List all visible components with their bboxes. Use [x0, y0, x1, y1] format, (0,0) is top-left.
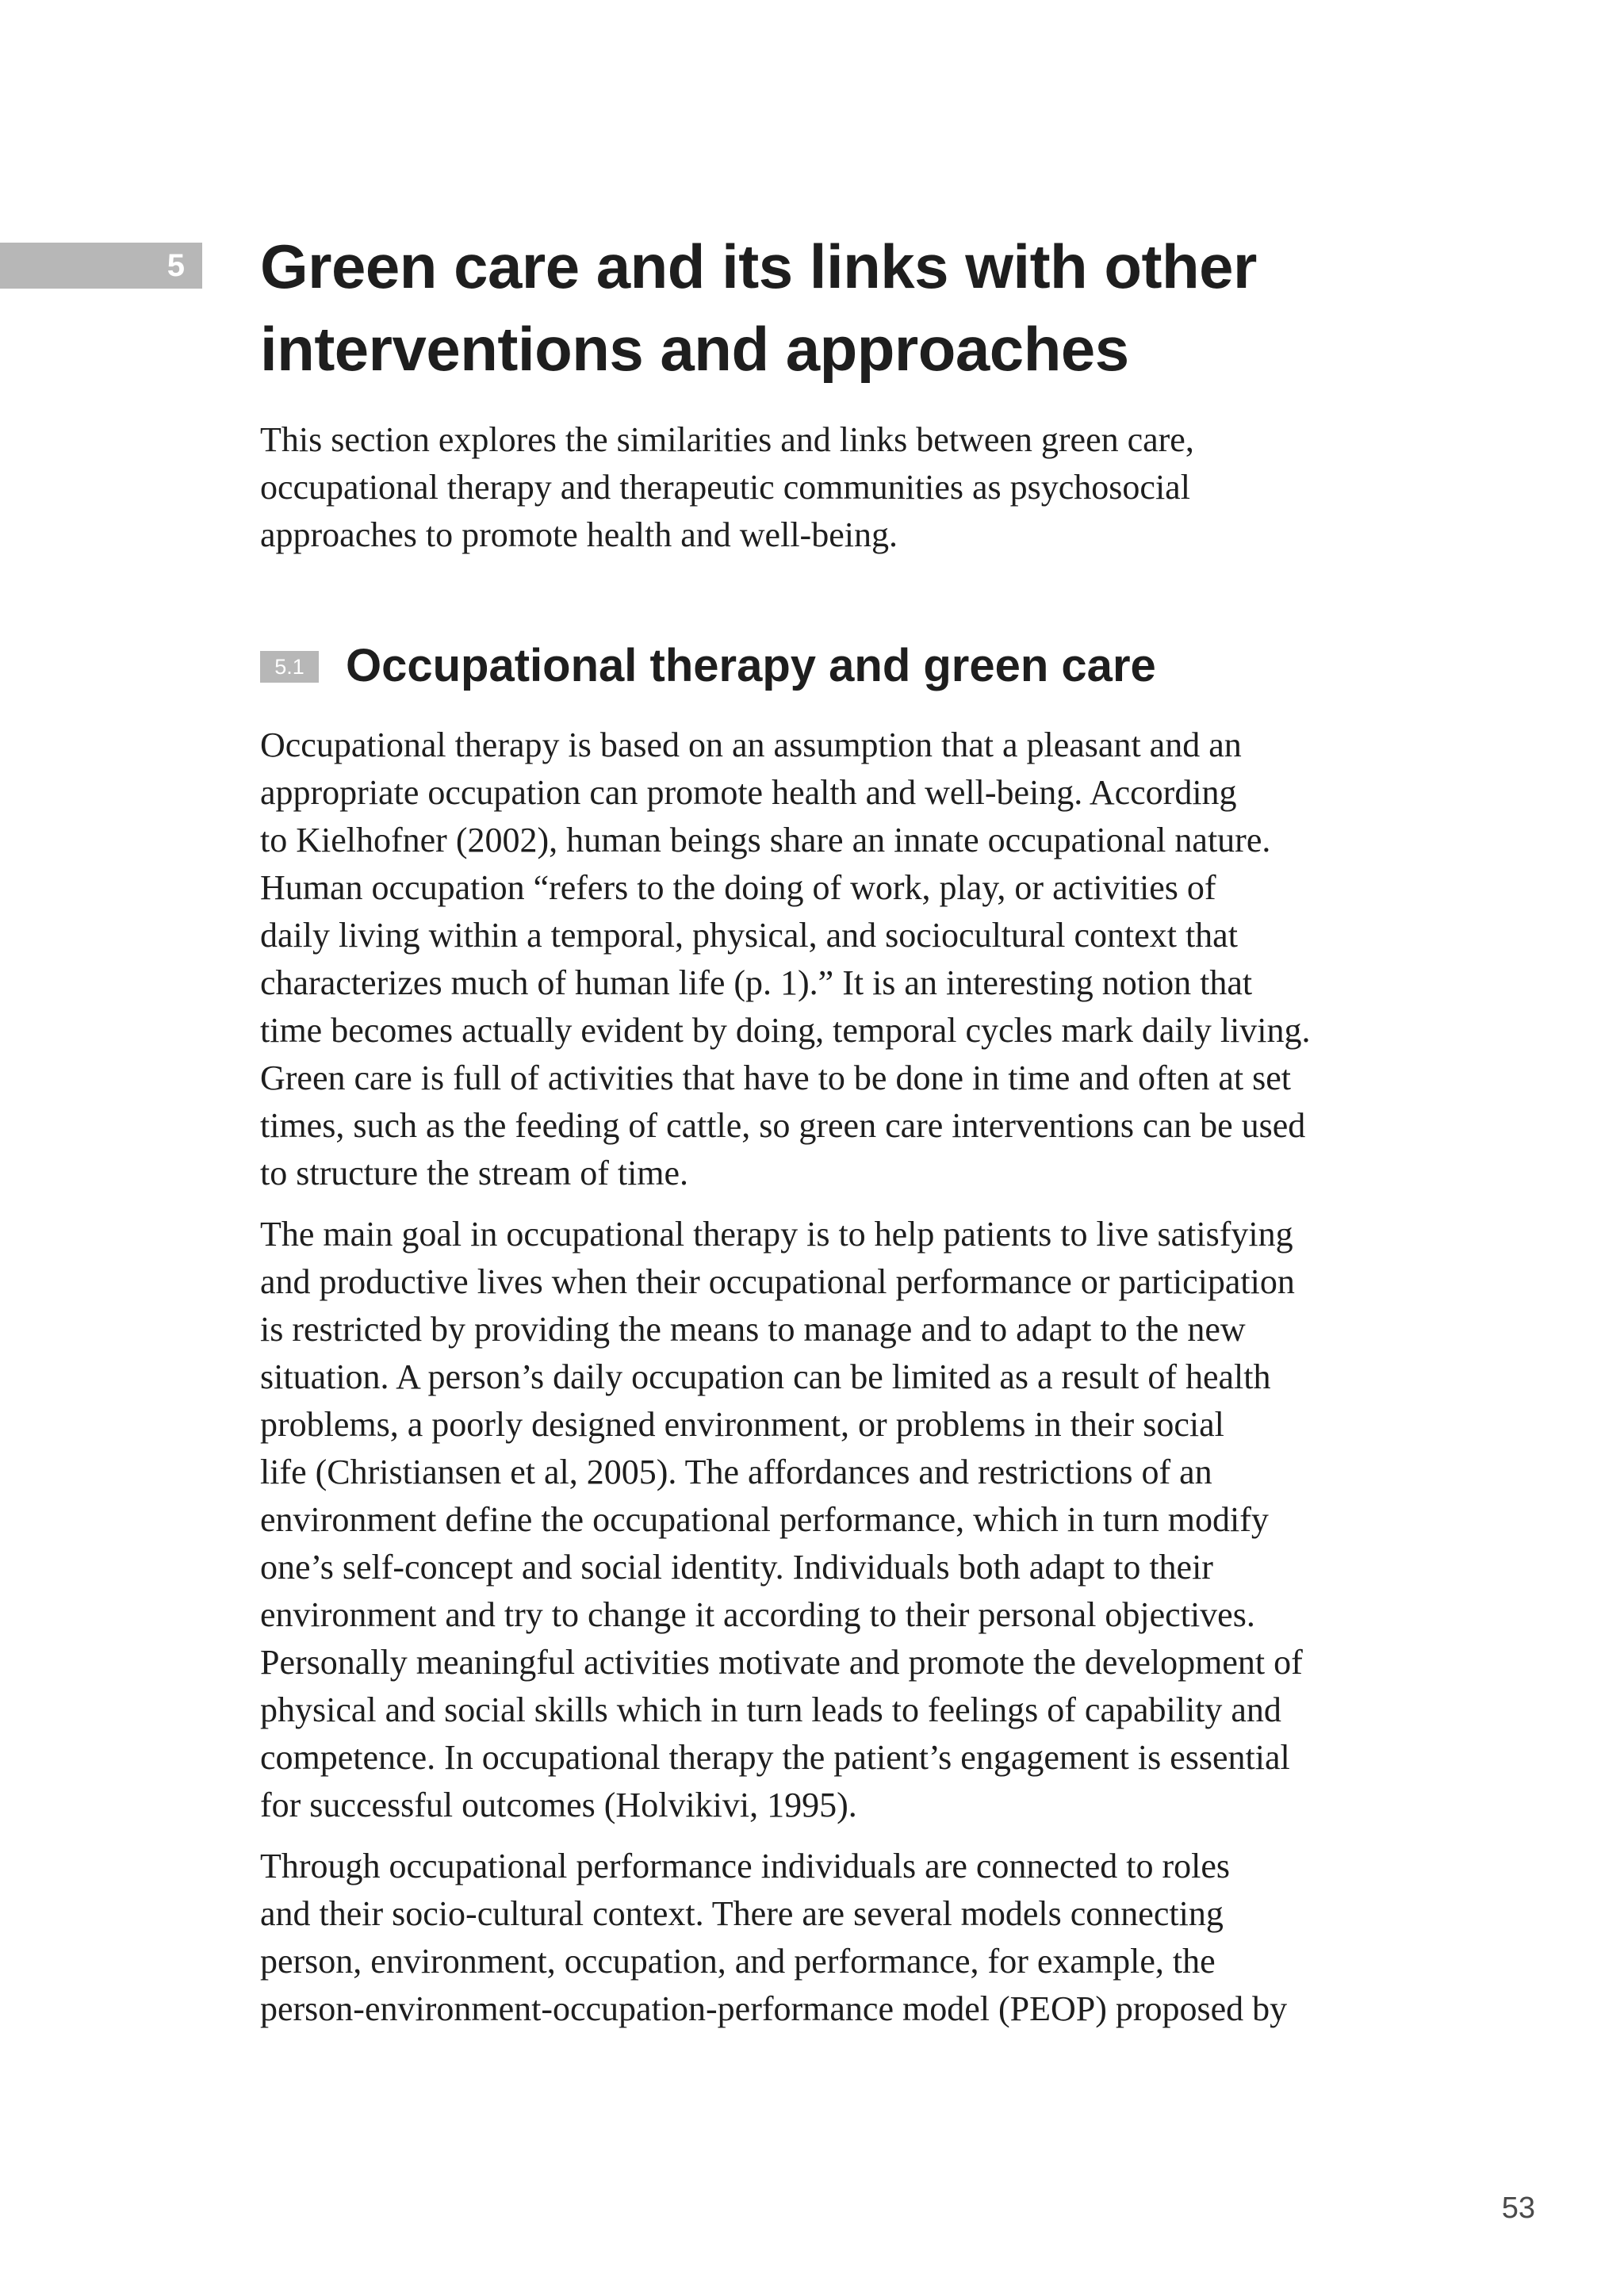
body-text: [260, 722, 1402, 2046]
section-heading: [260, 634, 1450, 698]
text-line: environment and try to change it according to their personal objectives.: [260, 1595, 1255, 1634]
section-title: Occupational therapy and green care: [346, 640, 1156, 691]
intro-line: approaches to promote health and well-being.: [260, 515, 898, 554]
text-line: physical and social skills which in turn leads to feelings of capability and: [260, 1690, 1281, 1729]
chapter-title-line: Green care and its links with other: [260, 232, 1257, 301]
text-line: competence. In occupational therapy the patient’s engagement is essential: [260, 1738, 1290, 1777]
intro-line: occupational therapy and therapeutic communities as psychosocial: [260, 468, 1190, 507]
text-line: times, such as the feeding of cattle, so green care interventions can be used: [260, 1106, 1306, 1145]
intro-line: This section explores the similarities and links between green care,: [260, 420, 1194, 459]
page-number: 53: [1501, 2192, 1535, 2225]
text-line: Through occupational performance individuals are connected to roles: [260, 1847, 1230, 1885]
chapter-title-line: interventions and approaches: [260, 314, 1129, 384]
text-line: to Kielhofner (2002), human beings share an innate occupational nature.: [260, 821, 1271, 859]
paragraph: [260, 1211, 1402, 1829]
chapter-number: 5: [167, 248, 185, 283]
text-line: situation. A person’s daily occupation can be limited as a result of health: [260, 1357, 1271, 1396]
text-line: time becomes actually evident by doing, temporal cycles mark daily living.: [260, 1011, 1311, 1050]
text-line: environment define the occupational performance, which in turn modify: [260, 1500, 1269, 1539]
text-line: problems, a poorly designed environment, or problems in their social: [260, 1405, 1224, 1444]
paragraph: [260, 1843, 1402, 2033]
text-line: Personally meaningful activities motivate and promote the development of: [260, 1643, 1303, 1682]
chapter-title: [260, 225, 1410, 390]
text-line: is restricted by providing the means to manage and to adapt to the new: [260, 1310, 1246, 1349]
paragraph: [260, 722, 1402, 1197]
text-line: and their socio-cultural context. There are several models connecting: [260, 1894, 1224, 1933]
text-line: The main goal in occupational therapy is to help patients to live satisfying: [260, 1215, 1293, 1254]
chapter-intro: [260, 416, 1386, 559]
text-line: person, environment, occupation, and performance, for example, the: [260, 1942, 1216, 1981]
text-line: daily living within a temporal, physical, and sociocultural context that: [260, 916, 1238, 955]
text-line: life (Christiansen et al, 2005). The affordances and restrictions of an: [260, 1453, 1212, 1491]
text-line: Green care is full of activities that have to be done in time and often at set: [260, 1058, 1291, 1097]
section-number: 5.1: [274, 655, 304, 679]
text-line: person-environment-occupation-performance model (PEOP) proposed by: [260, 1989, 1288, 2028]
text-line: to structure the stream of time.: [260, 1154, 689, 1192]
text-line: and productive lives when their occupational performance or participation: [260, 1262, 1295, 1301]
section-number-badge: [260, 651, 319, 683]
text-line: Human occupation “refers to the doing of work, play, or activities of: [260, 868, 1216, 907]
text-line: appropriate occupation can promote health and well-being. According: [260, 773, 1237, 812]
text-line: one’s self-concept and social identity. Individuals both adapt to their: [260, 1548, 1213, 1587]
chapter-number-tab: [0, 243, 202, 289]
text-line: for successful outcomes (Holvikivi, 1995).: [260, 1786, 857, 1824]
text-line: Occupational therapy is based on an assumption that a pleasant and an: [260, 725, 1242, 764]
text-line: characterizes much of human life (p. 1).” It is an interesting notion that: [260, 963, 1253, 1002]
